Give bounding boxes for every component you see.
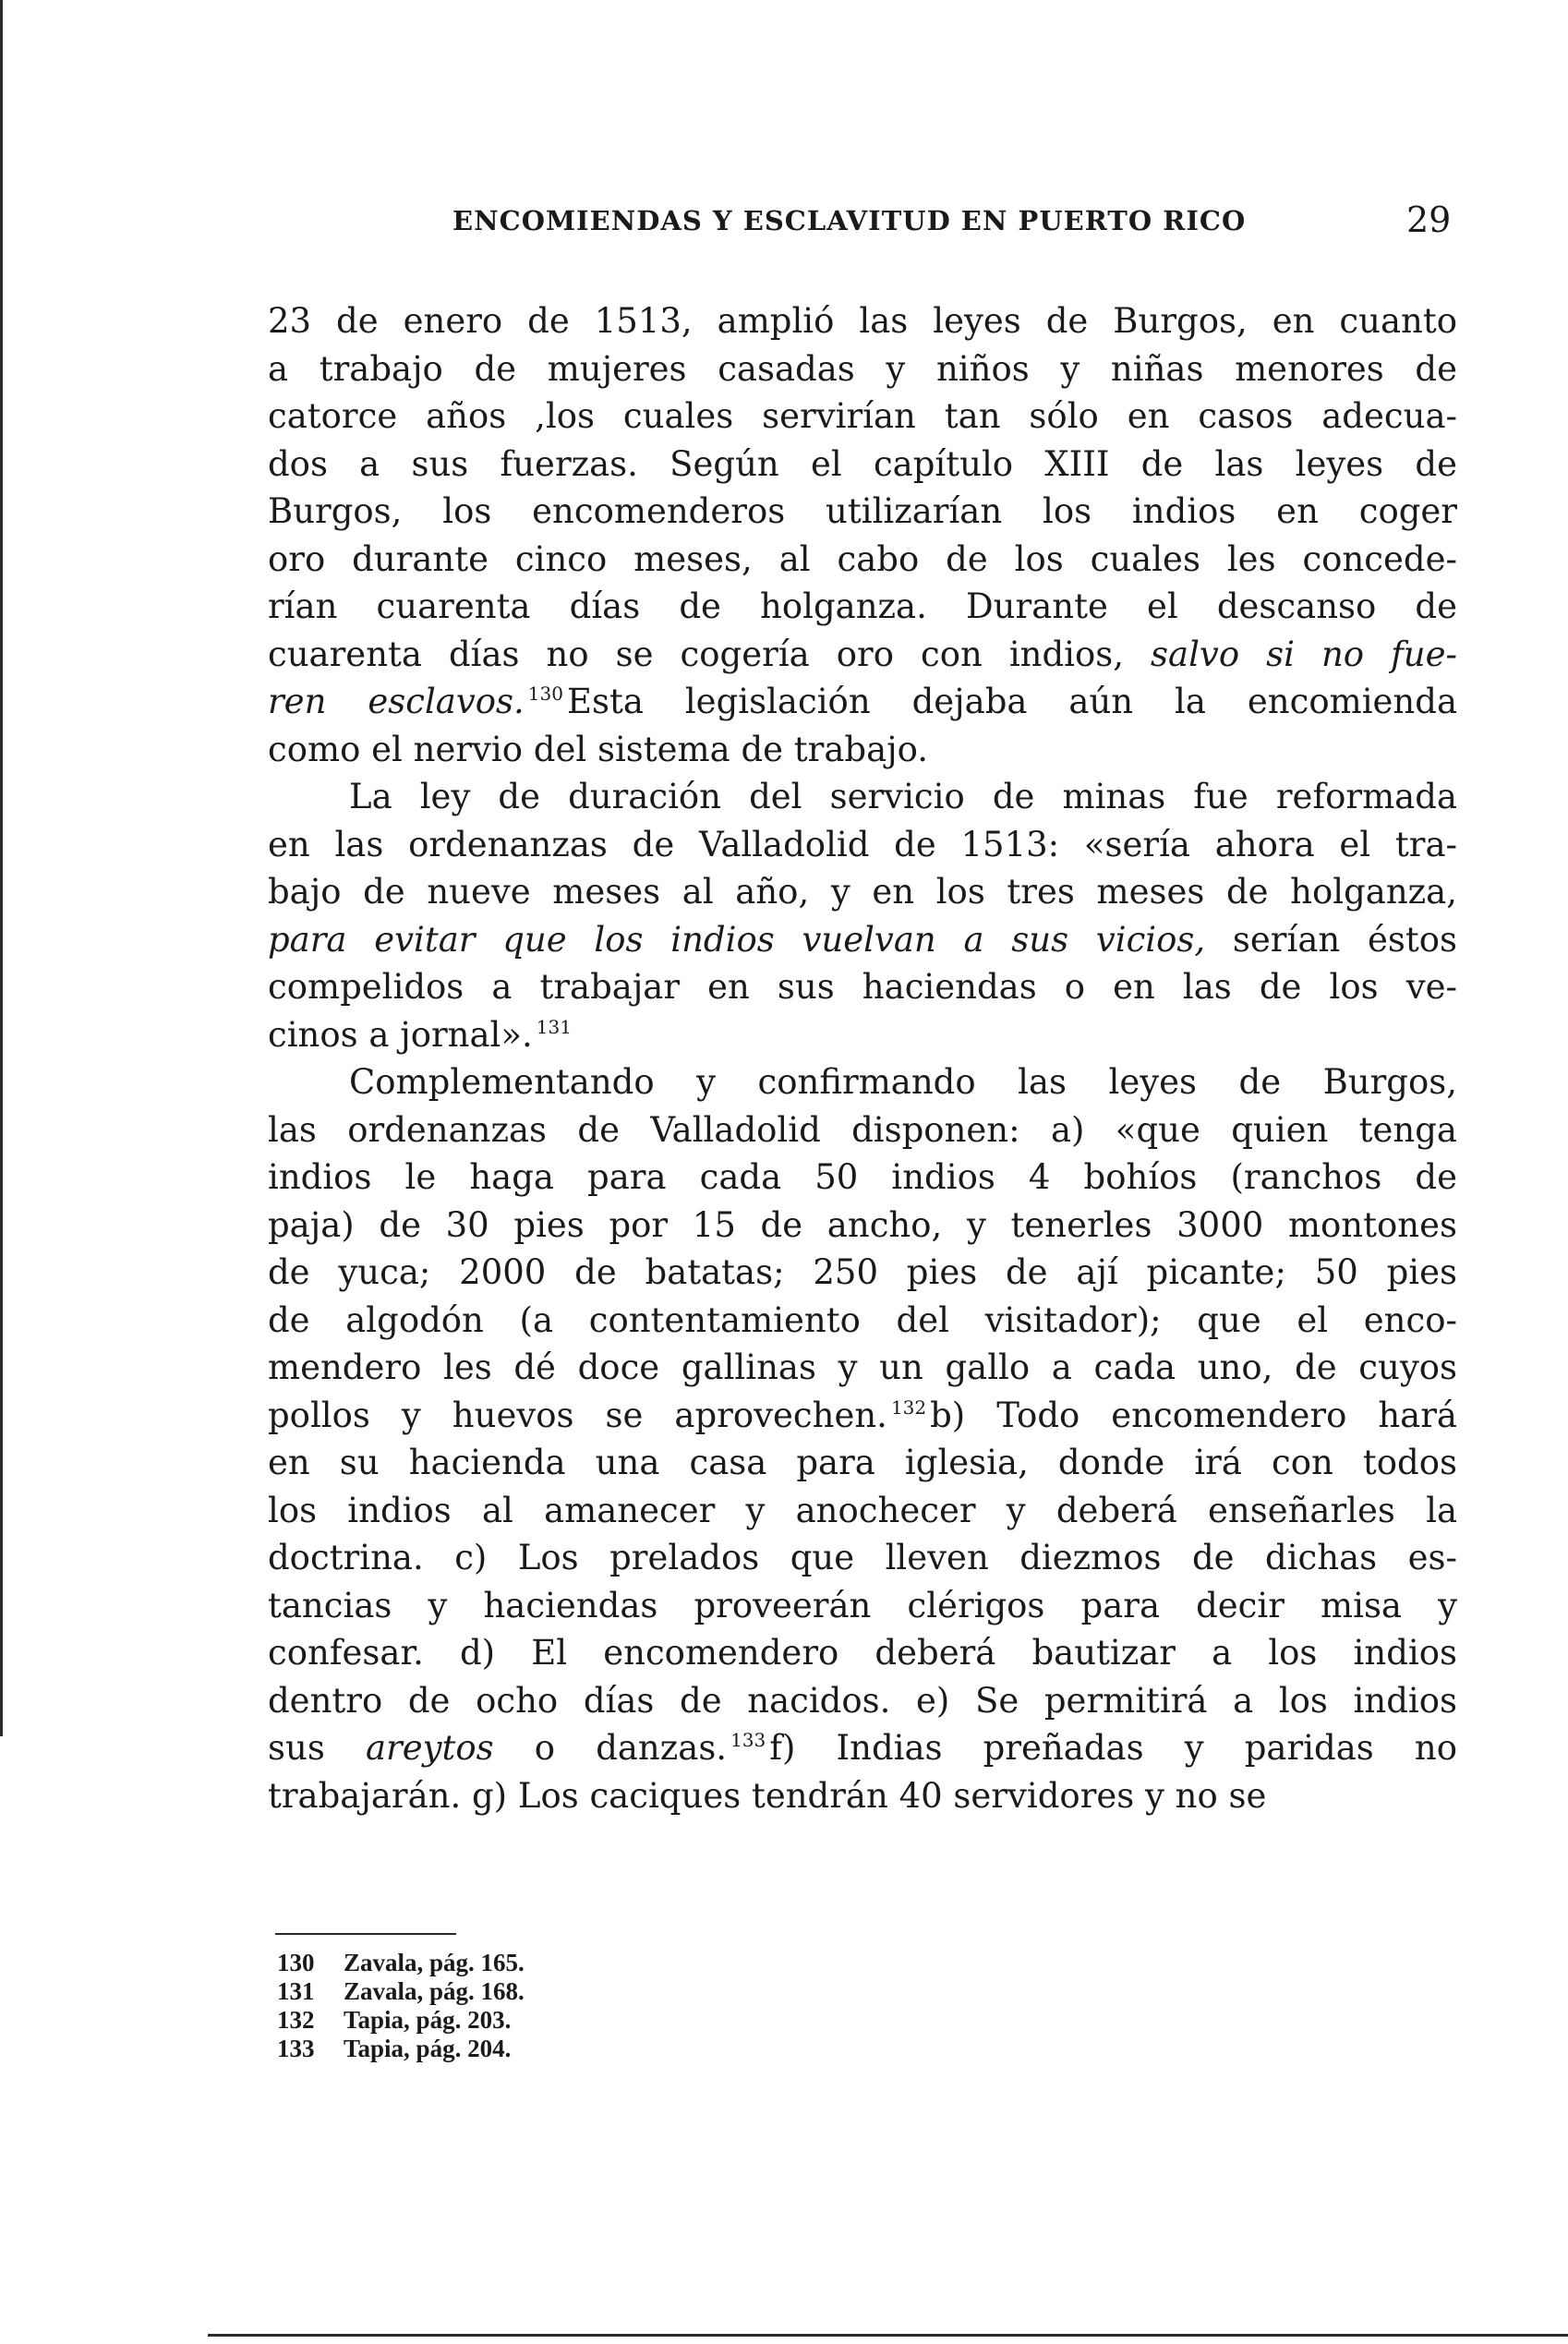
text-span: los indios al amanecer y anochecer y deberá enseñarles la: [268, 1490, 1457, 1530]
footnote-number: 133: [277, 2035, 315, 2062]
text-span: b) Todo encomendero hará: [930, 1395, 1457, 1435]
italic-text: ren esclavos.: [268, 682, 525, 721]
text-line: [268, 1439, 1457, 1487]
footnote-number: 132: [277, 2006, 315, 2034]
italic-text: salvo si no fue-: [1151, 634, 1457, 674]
text-line: [268, 963, 1457, 1011]
text-line: [268, 726, 1457, 774]
text-span: sus: [268, 1728, 366, 1768]
text-line: [268, 297, 1457, 345]
text-line: [268, 1724, 1457, 1772]
text-span: indios le haga para cada 50 indios 4 bohíos (ranchos de: [268, 1157, 1457, 1197]
text-line: [268, 821, 1457, 869]
text-span: oro durante cinco meses, al cabo de los cuales les concede-: [268, 538, 1457, 579]
footnote: [277, 1977, 525, 2006]
text-span: catorce años ,los cuales servirían tan sólo en casos adecua-: [268, 396, 1457, 436]
text-span: paja) de 30 pies por 15 de ancho, y tenerles 3000 montones: [268, 1204, 1457, 1245]
text-span: de algodón (a contentamiento del visitador); que el enco-: [268, 1299, 1457, 1340]
page-number: 29: [1406, 199, 1452, 240]
text-line: [268, 1677, 1457, 1725]
text-line: [268, 393, 1457, 441]
text-span: Esta legislación dejaba aún la encomienda: [566, 682, 1457, 721]
text-line: [268, 631, 1457, 679]
text-span: cinos a jornal».: [268, 1014, 533, 1055]
text-span: 23 de enero de 1513, amplió las leyes de Burgos, en cuanto: [268, 301, 1457, 341]
footnotes: [277, 1949, 525, 2063]
footnote-reference: 133: [730, 1729, 766, 1751]
body-text: [268, 297, 1457, 1819]
text-span: en su hacienda una casa para iglesia, donde irá con todos: [268, 1443, 1457, 1482]
text-line: [268, 1058, 1457, 1106]
text-line: [268, 583, 1457, 631]
text-line: [268, 1772, 1457, 1820]
paragraph: [268, 297, 1457, 773]
paragraph: [268, 1058, 1457, 1819]
text-span: f) Indias preñadas y paridas no: [769, 1728, 1457, 1768]
paragraph: [268, 773, 1457, 1058]
footnote: [277, 1949, 525, 1977]
running-title: ENCOMIENDAS Y ESCLAVITUD EN PUERTO RICO: [452, 205, 1247, 236]
text-line: [268, 1154, 1457, 1202]
text-line: [268, 441, 1457, 489]
footnote-number: 130: [277, 1949, 315, 1976]
text-span: Burgos, los encomenderos utilizarían los indios en coger: [268, 491, 1457, 531]
text-line: [268, 1297, 1457, 1345]
text-line: [268, 345, 1457, 393]
text-line: [268, 916, 1457, 964]
text-span: confesar. d) El encomendero deberá bautizar a los indios: [268, 1633, 1457, 1673]
scan-bottom-edge: [208, 2334, 1568, 2337]
footnote-number: 131: [277, 1977, 315, 2005]
text-span: en las ordenanzas de Valladolid de 1513: «sería ahora el tra-: [268, 824, 1457, 864]
page-header: [0, 199, 1568, 242]
text-span: a trabajo de mujeres casadas y niños y niñas menores de: [268, 348, 1457, 389]
text-line: [268, 1202, 1457, 1250]
text-span: bajo de nueve meses al año, y en los tres meses de holganza,: [268, 872, 1457, 912]
footnote-text: Tapia, pág. 204.: [344, 2035, 512, 2062]
footnote-reference: 130: [527, 683, 563, 705]
footnote-reference: 132: [890, 1396, 927, 1419]
italic-text: areytos: [365, 1728, 494, 1768]
footnote-text: Tapia, pág. 203.: [344, 2006, 512, 2034]
text-line: [268, 1011, 1457, 1059]
footnote-text: Zavala, pág. 168.: [344, 1977, 525, 2005]
text-line: [268, 488, 1457, 536]
text-line: [268, 678, 1457, 726]
text-span: como el nervio del sistema de trabajo.: [268, 729, 929, 769]
text-line: [268, 773, 1457, 821]
footnote: [277, 2006, 525, 2035]
text-span: doctrina. c) Los prelados que lleven diezmos de dichas es-: [268, 1538, 1457, 1577]
scan-left-edge: [0, 0, 3, 1736]
footnote-separator: [275, 1933, 456, 1935]
text-line: [268, 1487, 1457, 1535]
text-span: tancias y haciendas proveerán clérigos para decir misa y: [268, 1585, 1457, 1625]
footnote-text: Zavala, pág. 165.: [344, 1949, 525, 1976]
text-span: o danzas.: [493, 1728, 728, 1768]
text-span: dentro de ocho días de nacidos. e) Se permitirá a los indios: [268, 1680, 1457, 1721]
footnote-reference: 131: [536, 1015, 572, 1038]
italic-text: para evitar que los indios vuelvan a sus vicios,: [268, 919, 1206, 960]
text-span: rían cuarenta días de holganza. Durante el descanso de: [268, 586, 1457, 626]
text-line: [268, 536, 1457, 584]
text-line: [268, 1629, 1457, 1677]
text-span: cuarenta días no se cogería oro con indios,: [268, 634, 1152, 674]
text-line: [268, 868, 1457, 916]
text-span: La ley de duración del servicio de minas fue reformada: [349, 777, 1457, 816]
text-span: compelidos a trabajar en sus haciendas o en las de los ve-: [268, 967, 1457, 1007]
text-line: [268, 1106, 1457, 1154]
text-span: serían éstos: [1205, 919, 1457, 960]
text-line: [268, 1582, 1457, 1630]
text-span: las ordenanzas de Valladolid disponen: a) «que quien tenga: [268, 1109, 1457, 1150]
text-span: dos a sus fuerzas. Según el capítulo XIII de las leyes de: [268, 443, 1457, 484]
text-span: mendero les dé doce gallinas y un gallo a cada uno, de cuyos: [268, 1347, 1457, 1387]
text-span: pollos y huevos se aprovechen.: [268, 1395, 887, 1435]
text-line: [268, 1392, 1457, 1440]
text-span: trabajarán. g) Los caciques tendrán 40 servidores y no se: [268, 1775, 1267, 1816]
footnote: [277, 2035, 525, 2063]
text-span: Complementando y confirmando las leyes de Burgos,: [349, 1062, 1457, 1102]
text-line: [268, 1534, 1457, 1582]
text-line: [268, 1249, 1457, 1297]
text-span: de yuca; 2000 de batatas; 250 pies de ají picante; 50 pies: [268, 1252, 1457, 1292]
text-line: [268, 1344, 1457, 1392]
